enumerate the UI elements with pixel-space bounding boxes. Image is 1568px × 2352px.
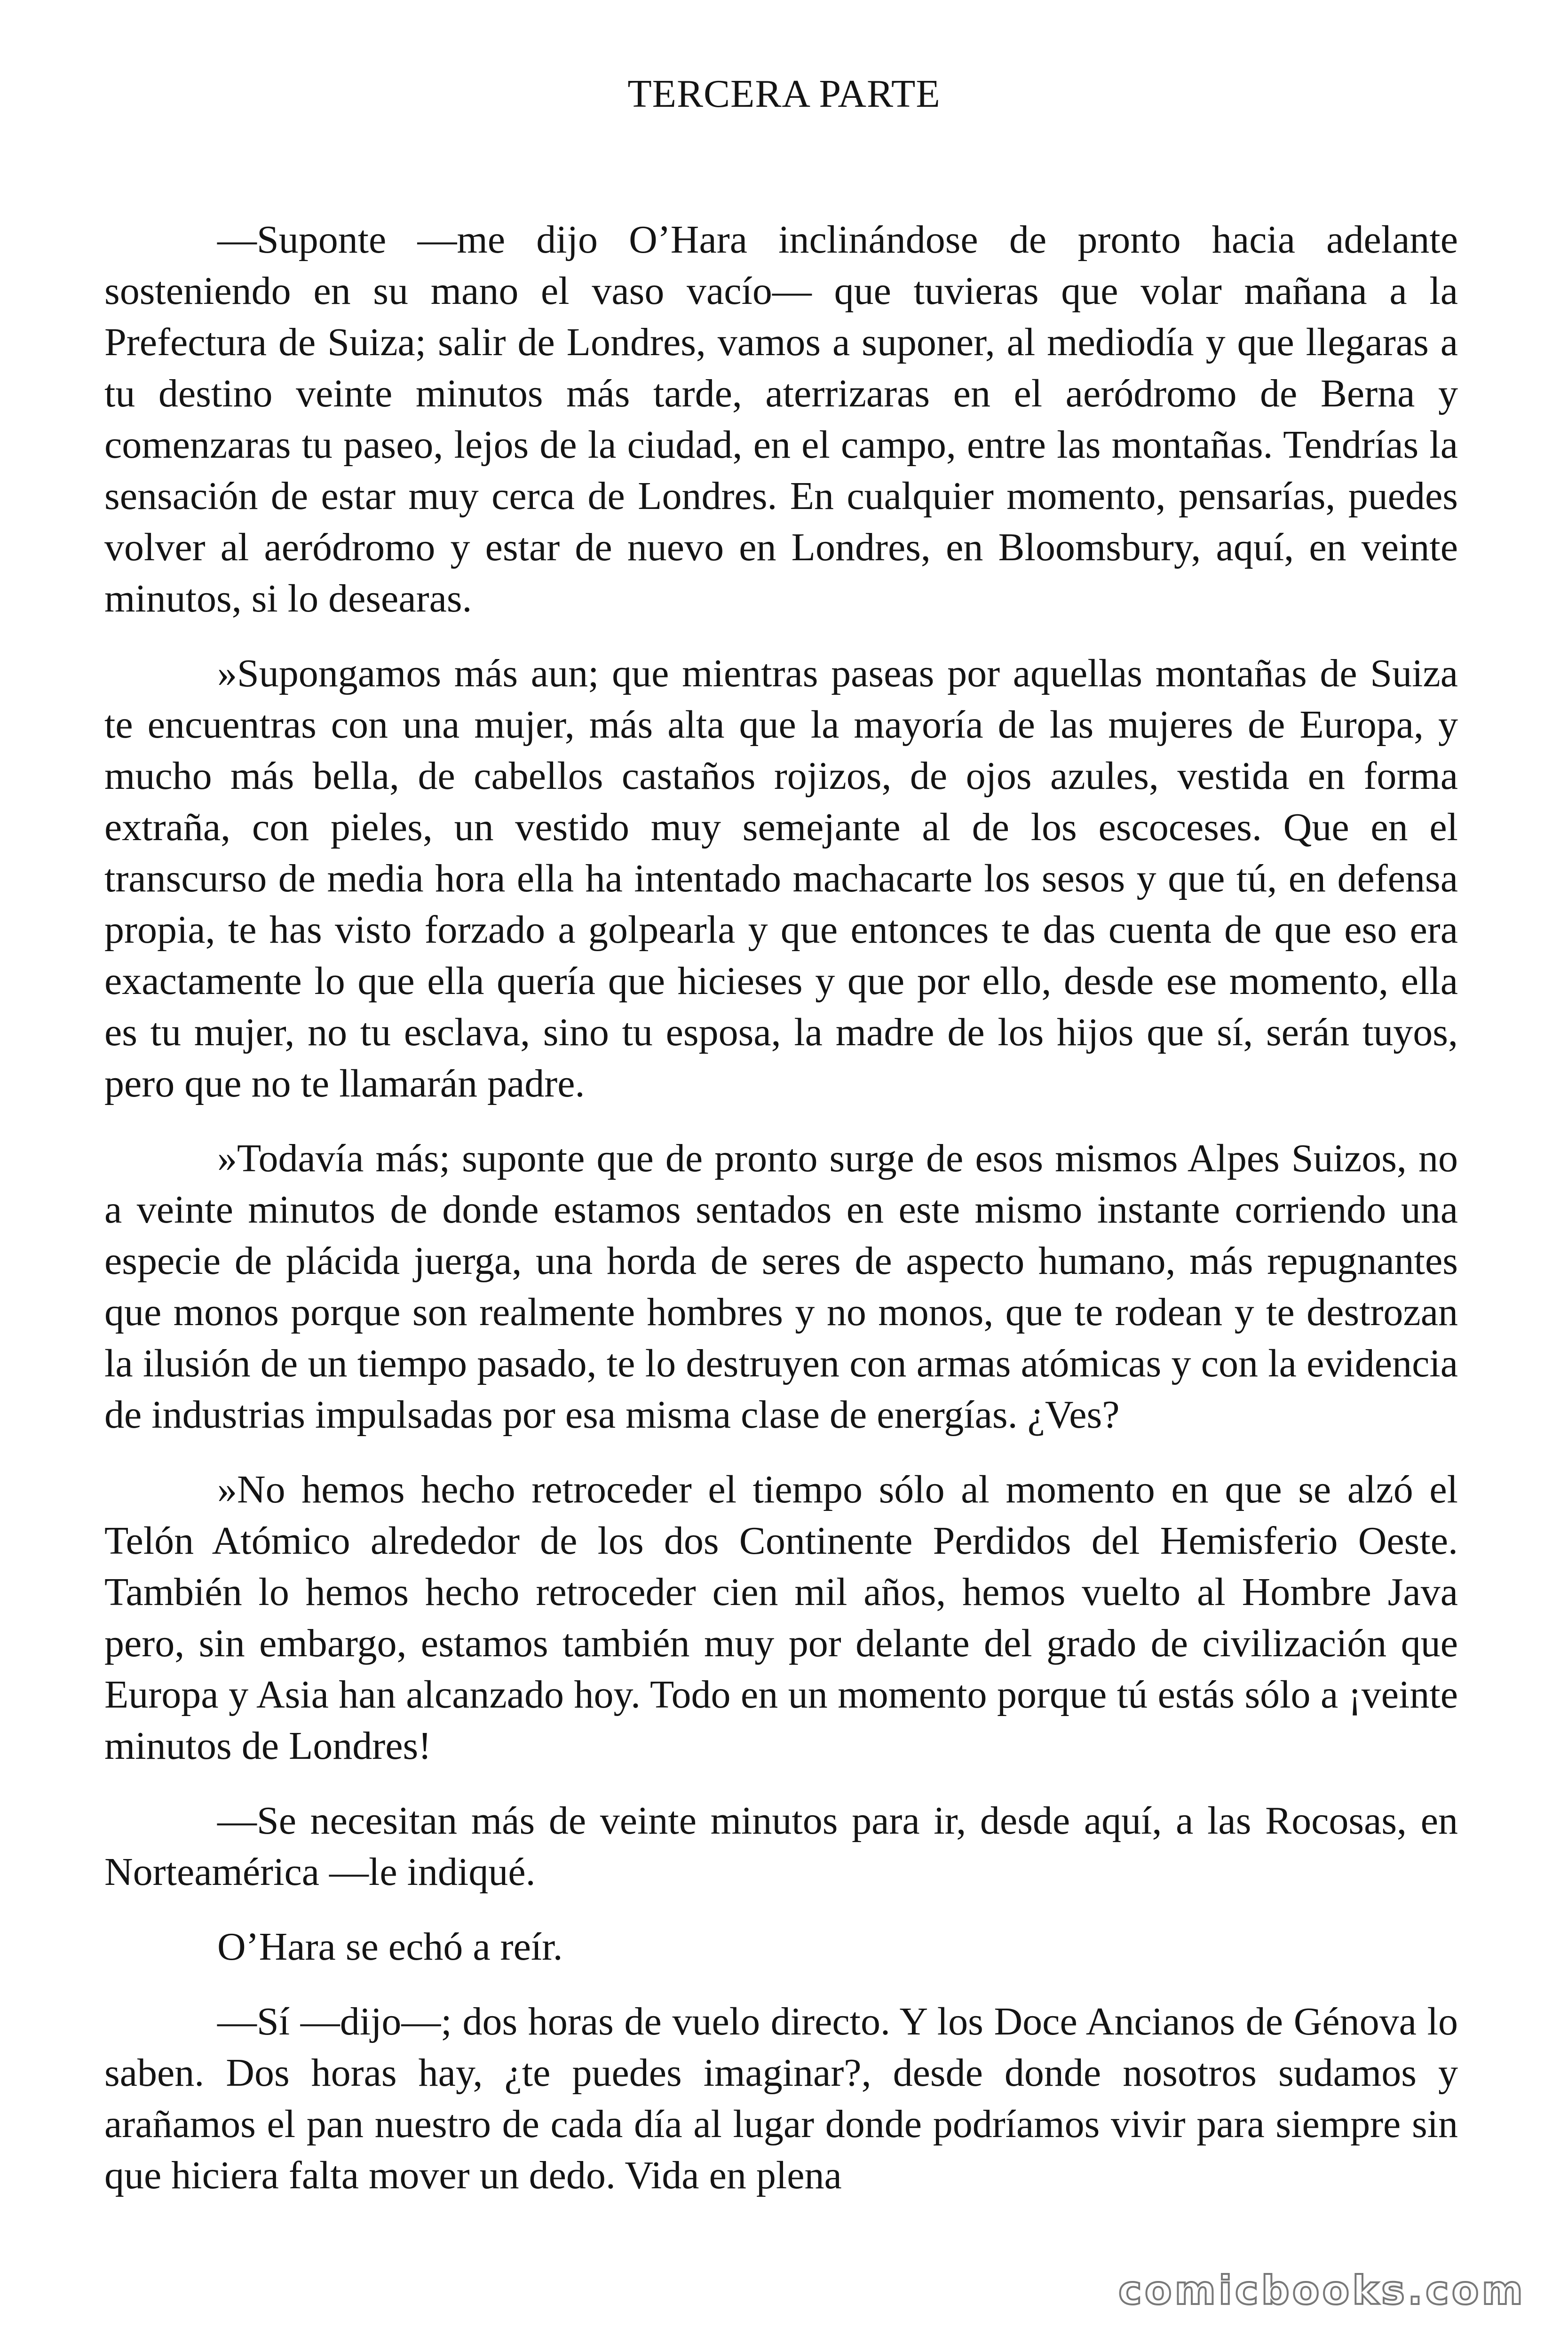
body-text <box>104 214 1458 2225</box>
paragraph: —Sí —dijo—; dos horas de vuelo directo. Y los Doce Ancianos de Génova lo saben. Dos horas hay, ¿te puedes imaginar?, desde donde nosotros sudamos y arañamos el pan nuestro de cada día al lugar donde podríamos vivir para siempre sin que hiciera falta mover un dedo. Vida en plena <box>104 2000 1458 2197</box>
paragraph: »Supongamos más aun; que mientras paseas por aquellas montañas de Suiza te encuentras con una mujer, más alta que la mayoría de las mujeres de Europa, y mucho más bella, de cabellos castaños rojizos, de ojos azules, vestida en forma extraña, con pieles, un vestido muy semejante al de los escoceses. Que en el transcurso de media hora ella ha intentado machacarte los sesos y que tú, en defensa propia, te has visto forzado a golpearla y que entonces te das cuenta de que eso era exactamente lo que ella quería que hicieses y que por ello, desde ese momento, ella es tu mujer, no tu esclava, sino tu esposa, la madre de los hijos que sí, serán tuyos, pero que no te llamarán padre. <box>104 652 1458 1105</box>
paragraph: —Se necesitan más de veinte minutos para ir, desde aquí, a las Rocosas, en Norteamérica —le indiqué. <box>104 1799 1458 1894</box>
paragraph: »Todavía más; suponte que de pronto surge de esos mismos Alpes Suizos, no a veinte minutos de donde estamos sentados en este mismo instante corriendo una especie de plácida juerga, una horda de seres de aspecto humano, más repugnantes que monos porque son realmente hombres y no monos, que te rodean y te destrozan la ilusión de un tiempo pasado, te lo destruyen con armas atómicas y con la evidencia de industrias impulsadas por esa misma clase de energías. ¿Ves? <box>104 1136 1458 1437</box>
watermark: comicbooks.com <box>1118 2267 1526 2313</box>
paragraph: »No hemos hecho retroceder el tiempo sólo al momento en que se alzó el Telón Atómico alrededor de los dos Continente Perdidos del Hemisferio Oeste. También lo hemos hecho retroceder cien mil años, hemos vuelto al Hombre Java pero, sin embargo, estamos también muy por delante del grado de civilización que Europa y Asia han alcanzado hoy. Todo en un momento porque tú estás sólo a ¡veinte minutos de Londres! <box>104 1468 1458 1768</box>
paragraph: —Suponte —me dijo O’Hara inclinándose de pronto hacia adelante sosteniendo en su mano el vaso vacío— que tuvieras que volar mañana a la Prefectura de Suiza; salir de Londres, vamos a suponer, al mediodía y que llegaras a tu destino veinte minutos más tarde, aterrizaras en el aeródromo de Berna y comenzaras tu paseo, lejos de la ciudad, en el campo, entre las montañas. Tendrías la sensación de estar muy cerca de Londres. En cualquier momento, pensarías, puedes volver al aeródromo y estar de nuevo en Londres, en Bloomsbury, aquí, en veinte minutos, si lo desearas. <box>104 218 1458 620</box>
paragraph: O’Hara se echó a reír. <box>217 1925 563 1969</box>
chapter-heading: TERCERA PARTE <box>627 72 941 116</box>
